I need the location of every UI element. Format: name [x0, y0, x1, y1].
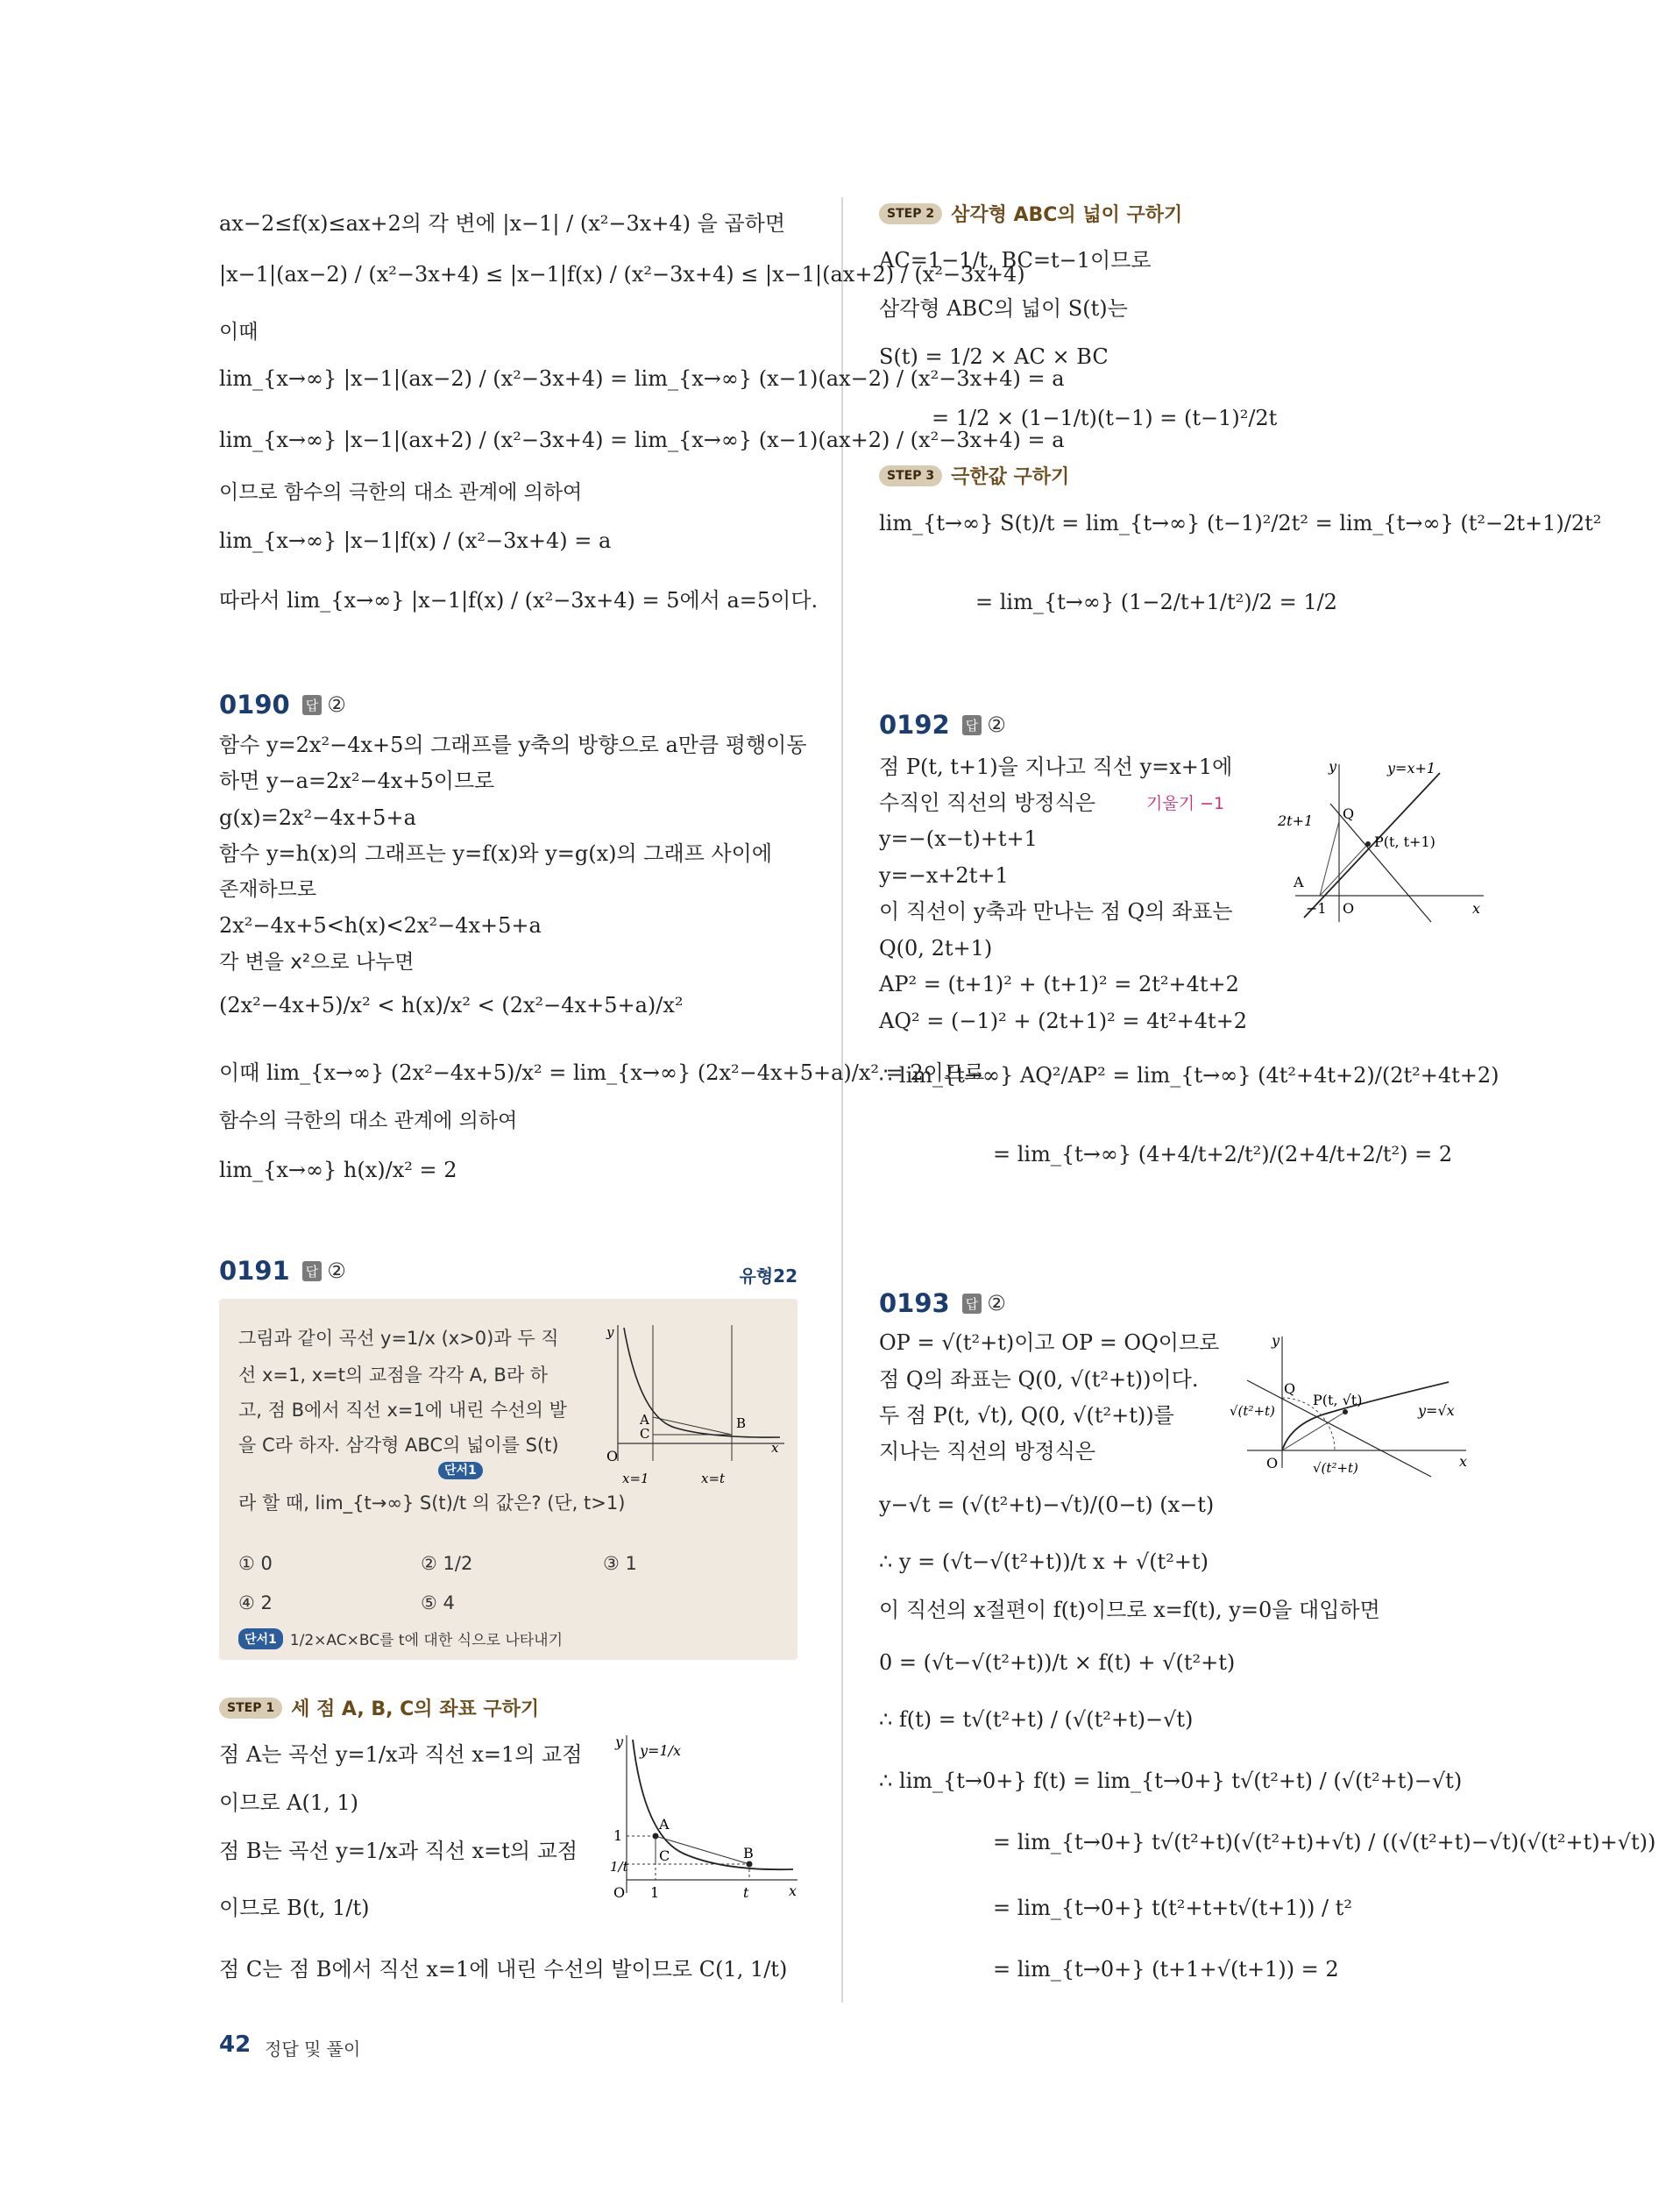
p0193-line: = lim_{t→0+} t(t²+t+t√(t+1)) / t²	[993, 1896, 1352, 1920]
step-title: 극한값 구하기	[951, 466, 1070, 488]
p0190-line: 각 변을 x²으로 나누면	[219, 951, 415, 974]
svg-text:y: y	[606, 1324, 614, 1340]
choice-4[interactable]: ④ 2	[238, 1592, 273, 1613]
answer-label: 답	[302, 695, 323, 715]
page-number: 42	[219, 2031, 252, 2058]
step2-line: S(t) = 1/2 × AC × BC	[879, 344, 1109, 369]
p0193-line: y−√t = (√(t²+t)−√t)/(0−t) (x−t)	[879, 1493, 1215, 1517]
svg-text:y: y	[1329, 758, 1337, 775]
svg-text:x: x	[789, 1882, 797, 1899]
step-pill: STEP 1	[219, 1698, 282, 1719]
answer-badge	[302, 692, 346, 717]
p0193-line: ∴ f(t) = t√(t²+t) / (√(t²+t)−√t)	[879, 1707, 1194, 1732]
svg-text:A: A	[640, 1412, 649, 1428]
p0192-line: AQ² = (−1)² + (2t+1)² = 4t²+4t+2	[879, 1009, 1248, 1033]
page-label: 정답 및 풀이	[265, 2038, 361, 2060]
svg-text:y=√x: y=√x	[1418, 1402, 1455, 1419]
hint-text: 1/2×AC×BC를 t에 대한 식으로 나타내기	[289, 1632, 564, 1649]
p0193-line: = lim_{t→0+} (t+1+√(t+1)) = 2	[993, 1957, 1339, 1982]
problem-number: 0191	[219, 1256, 290, 1286]
p0193-line: 점 Q의 좌표는 Q(0, √(t²+t))이다.	[879, 1367, 1199, 1392]
answer-value: ②	[987, 713, 1006, 737]
question-box	[219, 1299, 797, 1660]
problem-0191-header	[219, 1256, 346, 1286]
p0193-line: ∴ y = (√t−√(t²+t))/t x + √(t²+t)	[879, 1549, 1209, 1574]
svg-text:O: O	[606, 1448, 619, 1464]
svg-text:x: x	[1472, 900, 1481, 917]
type-tag: 유형22	[739, 1266, 797, 1287]
step3-line: lim_{t→∞} S(t)/t = lim_{t→∞} (t−1)²/2t² = lim_{t→∞} (t²−2t+1)/2t²	[879, 511, 1602, 535]
intro-line-3: 이때	[219, 321, 259, 344]
svg-text:P(t, t+1): P(t, t+1)	[1374, 833, 1435, 850]
intro-line-4: lim_{x→∞} |x−1|(ax−2) / (x²−3x+4) = lim_{x→∞} (x−1)(ax−2) / (x²−3x+4) = a	[219, 366, 1065, 391]
svg-text:y: y	[615, 1734, 624, 1750]
svg-text:Q: Q	[1343, 805, 1355, 822]
p0193-line: = lim_{t→0+} t√(t²+t)(√(t²+t)+√t) / ((√(t²+t)−√t)(√(t²+t)+√t))	[993, 1830, 1656, 1854]
svg-text:−1: −1	[1306, 900, 1327, 917]
svg-text:C: C	[659, 1847, 670, 1864]
step1-graph	[605, 1731, 806, 1915]
p0190-line: g(x)=2x²−4x+5+a	[219, 805, 416, 830]
problem-number: 0190	[219, 690, 290, 720]
column-divider	[841, 197, 843, 2003]
svg-text:A: A	[1294, 874, 1304, 890]
p0193-line: ∴ lim_{t→0+} f(t) = lim_{t→0+} t√(t²+t) / (√(t²+t)−√t)	[879, 1769, 1463, 1793]
p0192-line: AP² = (t+1)² + (t+1)² = 2t²+4t+2	[879, 972, 1239, 996]
p0190-line: 2x²−4x+5<h(x)<2x²−4x+5+a	[219, 913, 542, 938]
p0192-line: ∴ lim_{t→∞} AQ²/AP² = lim_{t→∞} (4t²+4t+2)/(2t²+4t+2)	[879, 1063, 1499, 1088]
step-pill: STEP 3	[879, 465, 942, 486]
svg-text:x: x	[1459, 1453, 1468, 1470]
p0190-line: 함수 y=2x²−4x+5의 그래프를 y축의 방향으로 a만큼 평행이동	[219, 733, 807, 757]
svg-text:x=t: x=t	[701, 1471, 726, 1486]
svg-text:t: t	[743, 1884, 749, 1901]
step1-line: 점 C는 점 B에서 직선 x=1에 내린 수선의 발이므로 C(1, 1/t)	[219, 1957, 788, 1982]
step2-line: = 1/2 × (1−1/t)(t−1) = (t−1)²/2t	[932, 406, 1278, 430]
p0193-line: 두 점 P(t, √t), Q(0, √(t²+t))를	[879, 1403, 1174, 1428]
svg-text:y: y	[1272, 1332, 1280, 1349]
step-title: 삼각형 ABC의 넓이 구하기	[951, 204, 1183, 226]
svg-text:1/t: 1/t	[610, 1859, 628, 1875]
p0190-line: 함수의 극한의 대소 관계에 의하여	[219, 1110, 518, 1132]
svg-text:C: C	[640, 1426, 650, 1442]
answer-label: 답	[962, 715, 982, 735]
svg-text:O: O	[1343, 900, 1355, 917]
svg-text:y=1/x: y=1/x	[640, 1742, 682, 1759]
p0192-line: 이 직선이 y축과 만나는 점 Q의 좌표는	[879, 899, 1233, 924]
intro-line-7: lim_{x→∞} |x−1|f(x) / (x²−3x+4) = a	[219, 528, 612, 553]
question-line: 라 할 때, lim_{t→∞} S(t)/t 의 값은? (단, t>1)	[238, 1493, 626, 1514]
problem-number: 0192	[879, 710, 950, 740]
step1-line: 점 A는 곡선 y=1/x과 직선 x=1의 교점	[219, 1742, 583, 1767]
step3-line: = lim_{t→∞} (1−2/t+1/t²)/2 = 1/2	[975, 590, 1337, 614]
step1-line: 이므로 B(t, 1/t)	[219, 1896, 370, 1920]
intro-line-2: |x−1|(ax−2) / (x²−3x+4) ≤ |x−1|f(x) / (x²−3x+4) ≤ |x−1|(ax+2) / (x²−3x+4)	[219, 262, 1025, 287]
p0192-line: Q(0, 2t+1)	[879, 936, 993, 961]
p0193-graph	[1230, 1328, 1484, 1503]
intro-line-5: lim_{x→∞} |x−1|(ax+2) / (x²−3x+4) = lim_{x→∞} (x−1)(ax+2) / (x²−3x+4) = a	[219, 428, 1065, 452]
step-pill: STEP 2	[879, 203, 942, 224]
p0193-line: 0 = (√t−√(t²+t))/t × f(t) + √(t²+t)	[879, 1650, 1236, 1675]
svg-text:√(t²+t): √(t²+t)	[1230, 1403, 1275, 1419]
question-graph	[605, 1321, 789, 1496]
problem-number: 0193	[879, 1288, 950, 1318]
p0192-line: 점 P(t, t+1)을 지나고 직선 y=x+1에	[879, 755, 1233, 779]
p0192-line: y=−x+2t+1	[879, 863, 1009, 888]
answer-badge	[302, 1259, 346, 1283]
svg-text:1: 1	[613, 1827, 623, 1844]
svg-text:x: x	[771, 1440, 779, 1456]
svg-text:B: B	[736, 1415, 747, 1431]
p0192-graph	[1278, 755, 1488, 931]
step1-line: 이므로 A(1, 1)	[219, 1790, 359, 1815]
step-3-header	[879, 462, 1069, 489]
p0190-line: (2x²−4x+5)/x² < h(x)/x² < (2x²−4x+5+a)/x²	[219, 993, 684, 1017]
choice-1[interactable]: ① 0	[238, 1553, 273, 1574]
svg-text:2t+1: 2t+1	[1278, 812, 1314, 829]
svg-text:Q: Q	[1284, 1380, 1296, 1397]
question-line: 그림과 같이 곡선 y=1/x (x>0)과 두 직	[238, 1328, 559, 1349]
p0193-line: OP = √(t²+t)이고 OP = OQ이므로	[879, 1330, 1220, 1355]
svg-text:x=1: x=1	[622, 1471, 649, 1486]
svg-text:B: B	[743, 1845, 754, 1861]
slope-note: 기울기 −1	[1146, 794, 1225, 813]
svg-text:O: O	[613, 1884, 626, 1901]
hint-badge: 단서1	[438, 1462, 483, 1479]
answer-value: ②	[987, 1291, 1006, 1315]
question-line: 선 x=1, x=t의 교점을 각각 A, B라 하	[238, 1365, 549, 1386]
p0192-line: 수직인 직선의 방정식은	[879, 791, 1096, 815]
intro-line-6: 이므로 함수의 극한의 대소 관계에 의하여	[219, 481, 583, 504]
choice-5[interactable]: ⑤ 4	[421, 1592, 455, 1613]
problem-0192-header	[879, 710, 1006, 740]
p0190-line: lim_{x→∞} h(x)/x² = 2	[219, 1158, 457, 1182]
p0193-line: 지나는 직선의 방정식은	[879, 1439, 1096, 1464]
p0190-line: 함수 y=h(x)의 그래프는 y=f(x)와 y=g(x)의 그래프 사이에	[219, 841, 773, 866]
choice-3[interactable]: ③ 1	[603, 1553, 637, 1574]
choice-2[interactable]: ② 1/2	[421, 1553, 473, 1574]
svg-text:P(t, √t): P(t, √t)	[1313, 1392, 1363, 1408]
question-line: 을 C라 하자. 삼각형 ABC의 넓이를 S(t)	[238, 1435, 559, 1456]
p0190-line: 이때 lim_{x→∞} (2x²−4x+5)/x² = lim_{x→∞} (2x²−4x+5+a)/x² = 2이므로	[219, 1060, 985, 1085]
svg-text:A: A	[659, 1816, 670, 1833]
answer-value: ②	[327, 692, 346, 717]
svg-text:1: 1	[650, 1884, 660, 1901]
question-line: 고, 점 B에서 직선 x=1에 내린 수선의 발	[238, 1400, 567, 1421]
answer-label: 답	[302, 1261, 323, 1281]
intro-line-8: 따라서 lim_{x→∞} |x−1|f(x) / (x²−3x+4) = 5에서 a=5이다.	[219, 588, 819, 613]
p0192-line: y=−(x−t)+t+1	[879, 826, 1038, 851]
answer-value: ②	[327, 1259, 346, 1283]
step-2-header	[879, 200, 1182, 227]
p0190-line: 하면 y−a=2x²−4x+5이므로	[219, 769, 495, 793]
intro-line-1: ax−2≤f(x)≤ax+2의 각 변에 |x−1| / (x²−3x+4) 을 곱하면	[219, 211, 786, 236]
hint-badge: 단서1	[238, 1628, 283, 1649]
step2-line: 삼각형 ABC의 넓이 S(t)는	[879, 296, 1128, 321]
step-title: 세 점 A, B, C의 좌표 구하기	[291, 1698, 540, 1720]
step-1-header	[219, 1694, 539, 1721]
answer-badge	[962, 713, 1006, 737]
step1-line: 점 B는 곡선 y=1/x과 직선 x=t의 교점	[219, 1839, 578, 1863]
problem-0193-header	[879, 1288, 1006, 1318]
svg-text:√(t²+t): √(t²+t)	[1313, 1460, 1358, 1476]
svg-text:y=x+1: y=x+1	[1387, 760, 1436, 776]
answer-label: 답	[962, 1294, 982, 1314]
p0192-line: = lim_{t→∞} (4+4/t+2/t²)/(2+4/t+2/t²) = 2	[993, 1142, 1453, 1166]
step2-line: AC=1−1/t, BC=t−1이므로	[879, 248, 1152, 273]
answer-badge	[962, 1291, 1006, 1315]
problem-0190-header	[219, 690, 346, 720]
p0190-line: 존재하므로	[219, 878, 317, 901]
p0193-line: 이 직선의 x절편이 f(t)이므로 x=f(t), y=0을 대입하면	[879, 1598, 1380, 1622]
svg-text:O: O	[1266, 1455, 1279, 1471]
